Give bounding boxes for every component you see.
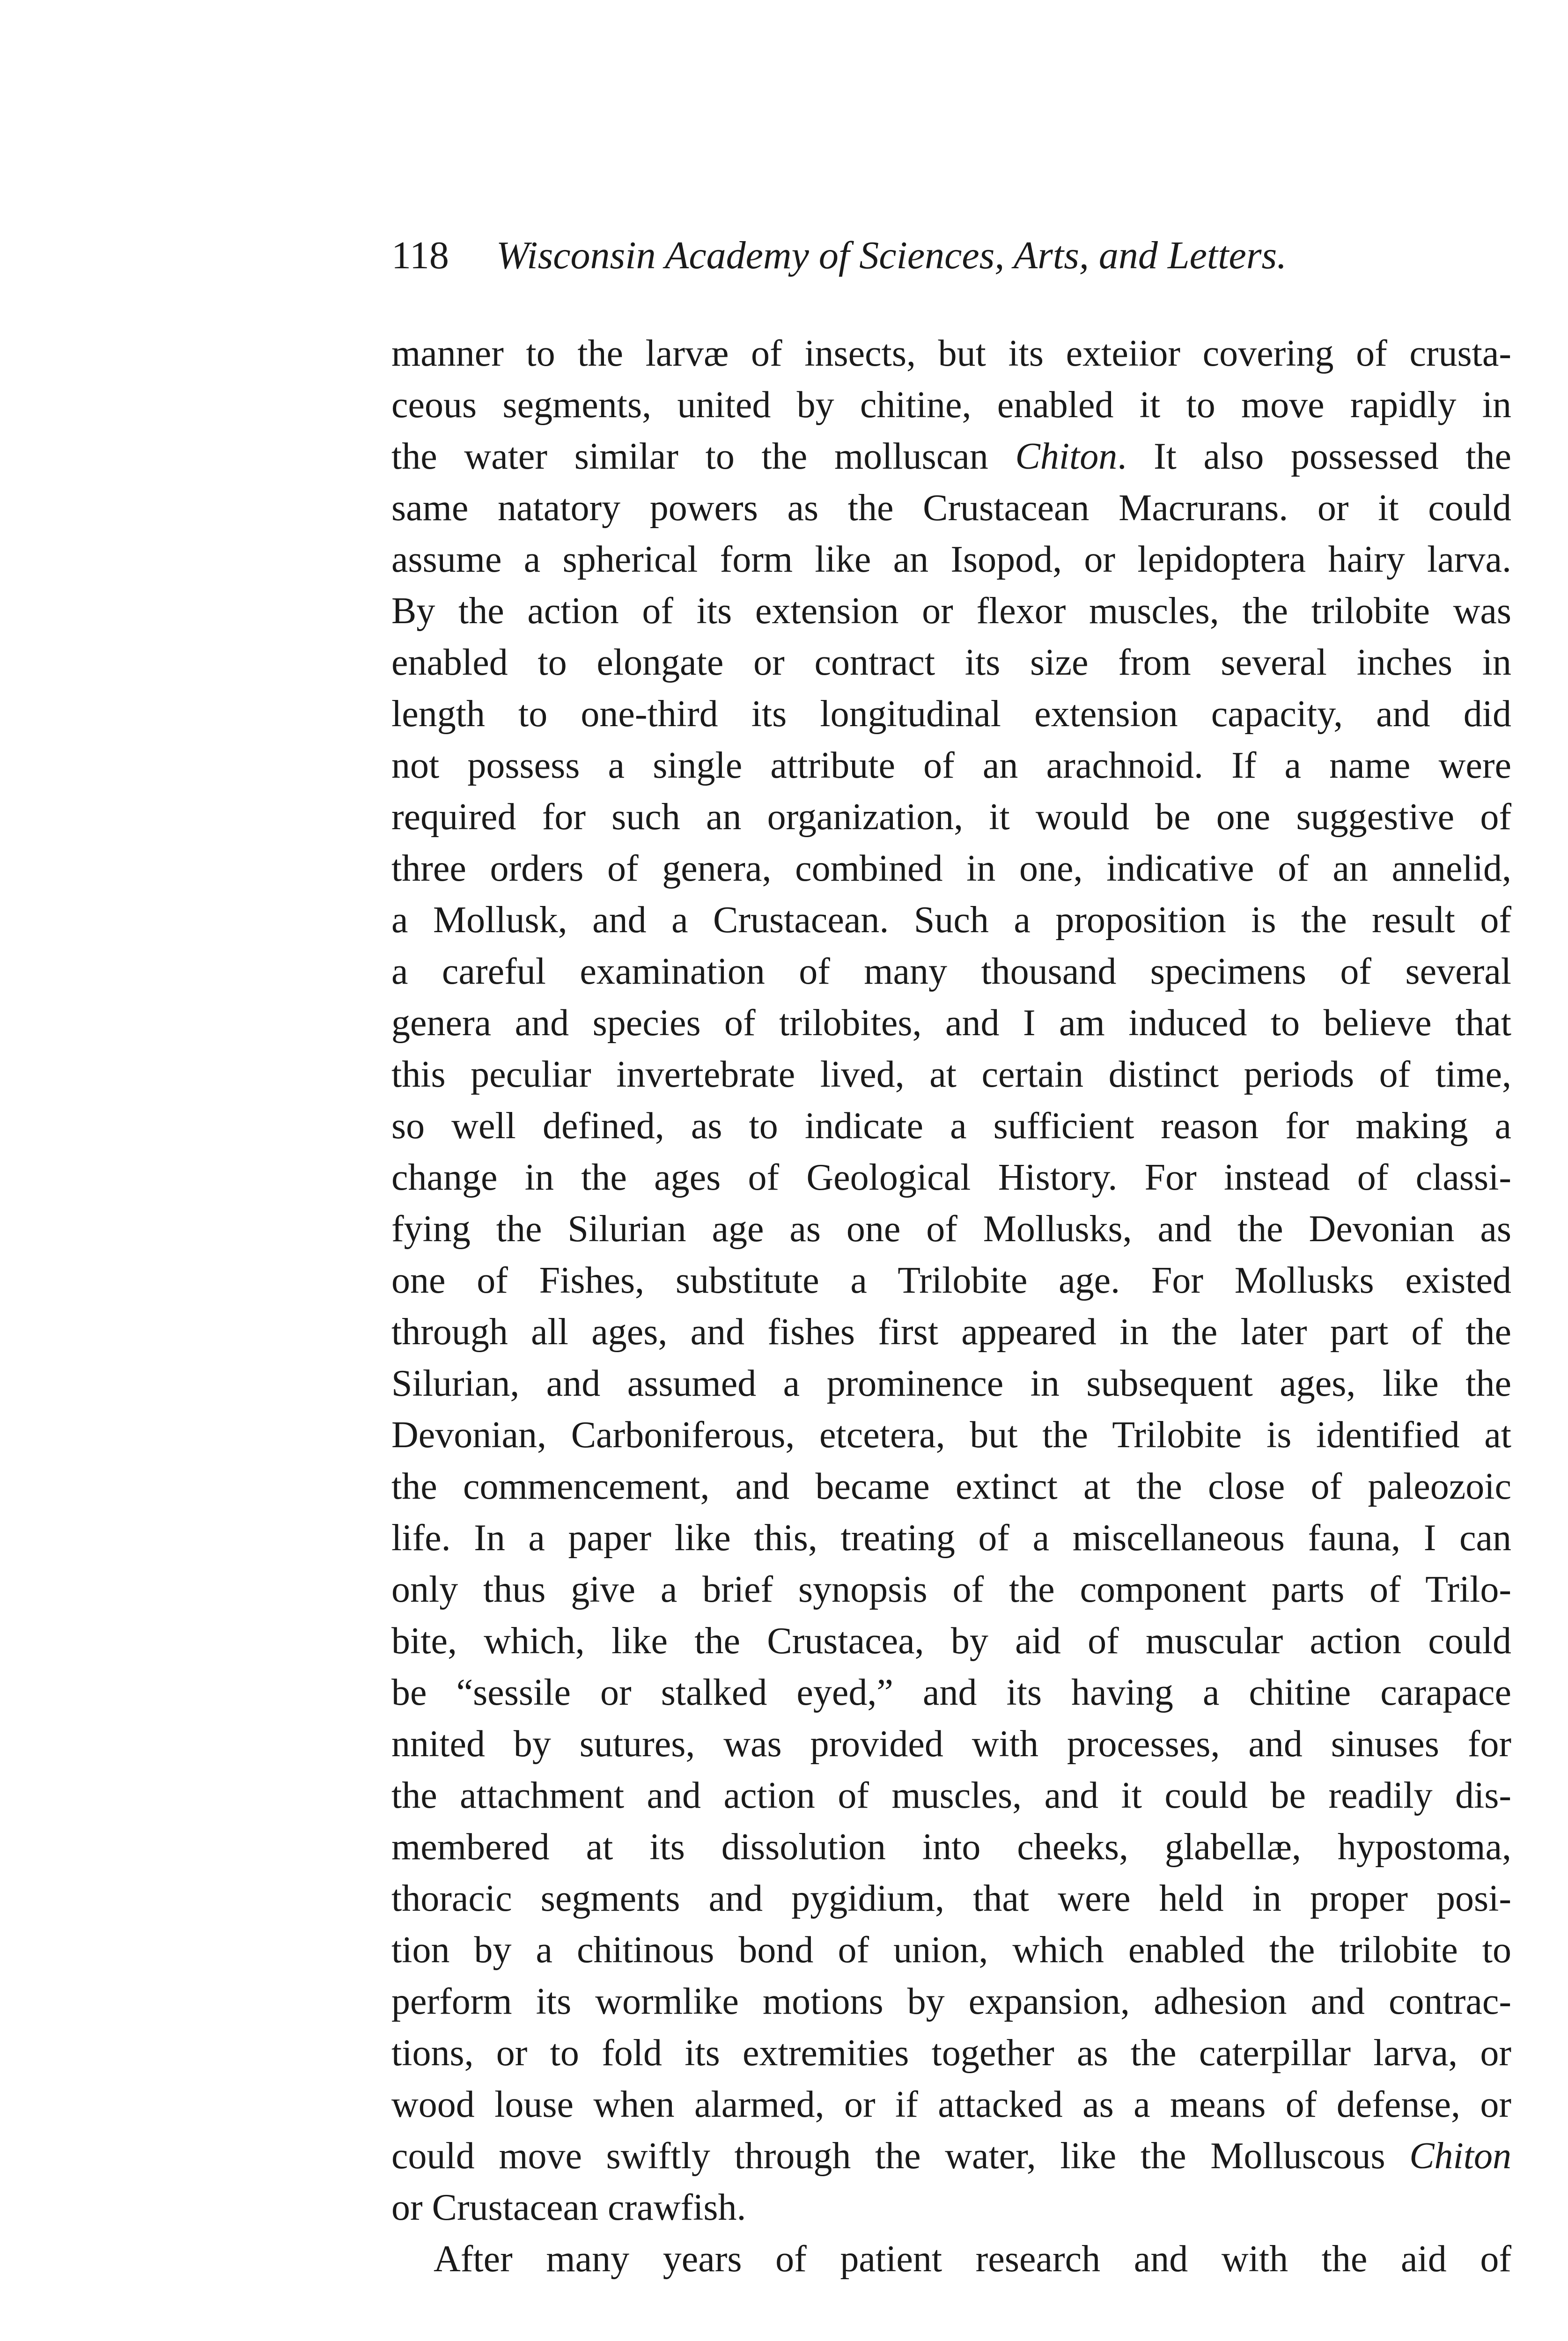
page-number: 118: [391, 234, 449, 277]
text-line: or Crustacean crawfish.: [391, 2187, 746, 2228]
text-line: so well defined, as to indicate a sufficient reason for making a: [391, 1105, 1511, 1147]
text-line: membered at its dissolution into cheeks, glabellæ, hypostoma,: [391, 1826, 1511, 1868]
text-line: After many years of patient research and with the aid of: [434, 2238, 1511, 2280]
text-line: change in the ages of Geological History. For instead of classi-: [391, 1157, 1511, 1198]
text-line: genera and species of trilobites, and I am induced to believe that: [391, 1002, 1511, 1044]
text-line: Silurian, and assumed a prominence in subsequent ages, like the: [391, 1363, 1511, 1404]
text-line: this peculiar invertebrate lived, at certain distinct periods of time,: [391, 1054, 1511, 1095]
text-line: perform its wormlike motions by expansion, adhesion and contrac-: [391, 1981, 1511, 2022]
running-title: Wisconsin Academy of Sciences, Arts, and Letters.: [496, 234, 1287, 277]
text-line: a Mollusk, and a Crustacean. Such a proposition is the result of: [391, 899, 1511, 941]
body-text: [391, 328, 1511, 2285]
italic-term: Chiton: [1015, 436, 1118, 477]
italic-term: Chiton: [1409, 2135, 1511, 2177]
text-line: life. In a paper like this, treating of a miscellaneous fauna, I can: [391, 1517, 1511, 1559]
text-line: not possess a single attribute of an arachnoid. If a name were: [391, 745, 1511, 786]
text-line: the water similar to the molluscan Chiton. It also possessed the: [391, 436, 1511, 477]
text-line: nnited by sutures, was provided with processes, and sinuses for: [391, 1723, 1511, 1765]
page-header: [391, 228, 1515, 284]
text-line: Devonian, Carboniferous, etcetera, but the Trilobite is identified at: [391, 1414, 1511, 1456]
text-line: only thus give a brief synopsis of the component parts of Trilo-: [391, 1569, 1511, 1610]
text-line: enabled to elongate or contract its size from several inches in: [391, 642, 1511, 683]
text-line: a careful examination of many thousand specimens of several: [391, 951, 1511, 992]
text-line: one of Fishes, substitute a Trilobite age. For Mollusks existed: [391, 1260, 1511, 1301]
text-line: wood louse when alarmed, or if attacked as a means of defense, or: [391, 2084, 1511, 2125]
text-line: the commencement, and became extinct at the close of paleozoic: [391, 1466, 1511, 1507]
text-line: thoracic segments and pygidium, that were held in proper posi-: [391, 1878, 1511, 1919]
text-line: required for such an organization, it would be one suggestive of: [391, 796, 1511, 838]
text-line: same natatory powers as the Crustacean Macrurans. or it could: [391, 487, 1511, 529]
text-line: bite, which, like the Crustacea, by aid of muscular action could: [391, 1620, 1511, 1662]
text-line: tion by a chitinous bond of union, which enabled the trilobite to: [391, 1929, 1511, 1971]
text-line: the attachment and action of muscles, and it could be readily dis-: [391, 1775, 1511, 1816]
text-line: tions, or to fold its extremities together as the caterpillar larva, or: [391, 2032, 1511, 2074]
text-line: ceous segments, united by chitine, enabled it to move rapidly in: [391, 384, 1511, 426]
text-line: length to one-third its longitudinal extension capacity, and did: [391, 693, 1511, 735]
text-line: assume a spherical form like an Isopod, or lepidoptera hairy larva.: [391, 539, 1511, 580]
text-line: through all ages, and fishes first appeared in the later part of the: [391, 1311, 1511, 1353]
text-line: fying the Silurian age as one of Mollusks, and the Devonian as: [391, 1208, 1511, 1250]
text-line: be “sessile or stalked eyed,” and its having a chitine carapace: [391, 1672, 1511, 1713]
text-line: could move swiftly through the water, like the Molluscous Chiton: [391, 2135, 1511, 2177]
text-line: three orders of genera, combined in one, indicative of an annelid,: [391, 848, 1511, 889]
text-line: manner to the larvæ of insects, but its exteiior covering of crusta-: [391, 333, 1511, 374]
text-line: By the action of its extension or flexor muscles, the trilobite was: [391, 590, 1511, 632]
